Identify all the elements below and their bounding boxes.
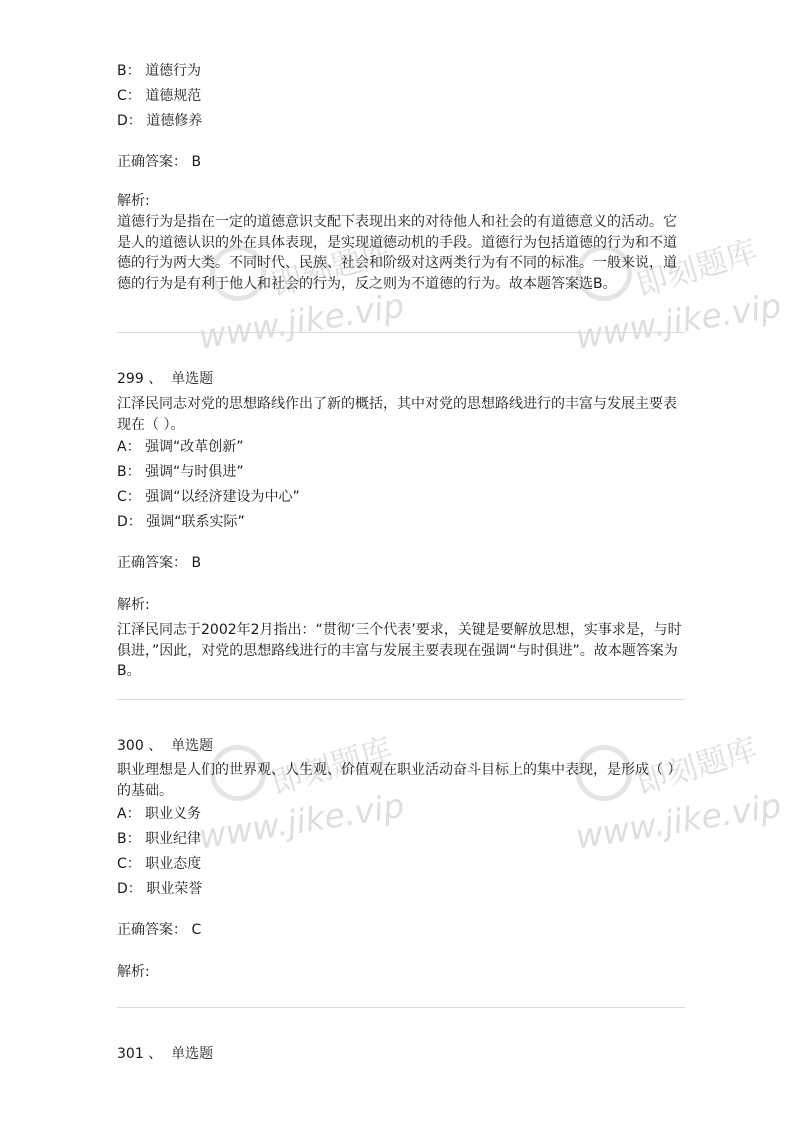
analysis-label: 解析: (117, 193, 150, 209)
option-b: B： 职业纪律 (117, 831, 202, 847)
watermark-url: www.jike.vip (573, 785, 784, 857)
option-b: B： 道德行为 (117, 63, 202, 79)
correct-answer: 正确答案： C (117, 922, 202, 938)
correct-answer: 正确答案： B (117, 154, 202, 170)
correct-answer: 正确答案： B (117, 555, 202, 571)
question-header: 300 、 单选题 (117, 738, 214, 754)
option-c: C： 职业态度 (117, 856, 202, 872)
option-d: D： 职业荣誉 (117, 881, 203, 897)
watermark-url: www.jike.vip (573, 285, 784, 357)
option-a: A： 职业义务 (117, 806, 202, 822)
option-b: B： 强调“与时俱进” (117, 464, 244, 480)
analysis-label: 解析: (117, 597, 150, 613)
option-d: D： 道德修养 (117, 113, 203, 129)
analysis-label: 解析: (117, 964, 150, 980)
option-c: C： 强调“以经济建设为中心” (117, 489, 300, 505)
watermark-url: www.jike.vip (196, 285, 407, 357)
watermark-brand: 即刻题库 (267, 233, 397, 305)
option-c: C： 道德规范 (117, 88, 202, 104)
watermark-brand: 即刻题库 (632, 731, 762, 803)
analysis-text: 道德行为是指在一定的道德意识支配下表现出来的对待他人和社会的有道德意义的活动。它是人的道德认识的外在具体表现，是实现道德动机的手段。道德行为包括道德的行为和不道德的行为两大类。不同时代、民族、社会和阶级对这两类行为有不同的标准。一般来说，道德的行为是有利于他人和社会的行为，反之则为不道德的行为。故本题答案选B。 (117, 214, 677, 292)
watermark-brand: 即刻题库 (267, 731, 397, 803)
watermark-url: www.jike.vip (196, 785, 407, 857)
question-stem: 职业理想是人们的世界观、人生观、价值观在职业活动奋斗目标上的集中表现，是形成（ ）的基础。 (117, 762, 682, 799)
divider (117, 699, 685, 700)
option-a: A： 强调“改革创新” (117, 439, 244, 455)
analysis-text: 江泽民同志于2002年2月指出：“贯彻‘三个代表’要求，关键是要解放思想，实事求是，与时俱进，”因此，对党的思想路线进行的丰富与发展主要表现在强调“与时俱进”。故本题答案为B。 (117, 622, 682, 679)
question-header: 299 、 单选题 (117, 371, 214, 387)
divider (117, 1007, 685, 1008)
watermark-brand: 即刻题库 (632, 233, 762, 305)
question-stem: 江泽民同志对党的思想路线作出了新的概括，其中对党的思想路线进行的丰富与发展主要表现在（ ）。 (117, 396, 677, 433)
divider (117, 332, 685, 333)
option-d: D： 强调“联系实际” (117, 514, 245, 530)
question-header: 301 、 单选题 (117, 1046, 214, 1062)
